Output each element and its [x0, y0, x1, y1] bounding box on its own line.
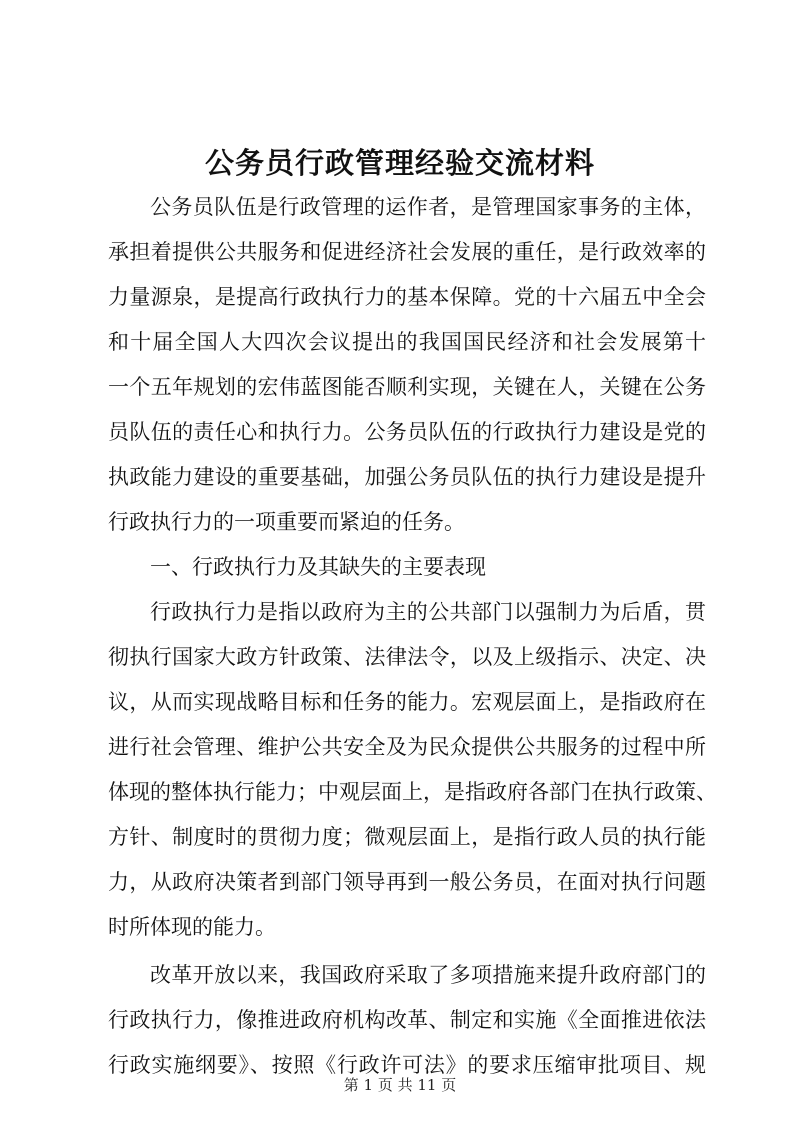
paragraph-line: 方针、制度时的贯彻力度；微观层面上，是指行政人员的执行能	[108, 825, 706, 849]
section-heading-text: 一、行政执行力及其缺失的主要表现	[150, 555, 486, 579]
paragraph-line: 和十届全国人大四次会议提出的我国国民经济和社会发展第十	[108, 330, 706, 354]
paragraph-line: 行政执行力，像推进政府机构改革、制定和实施《全面推进依法	[108, 1008, 706, 1032]
paragraph-line: 改革开放以来，我国政府采取了多项措施来提升政府部门的	[150, 963, 706, 987]
paragraph-line: 承担着提供公共服务和促进经济社会发展的重任，是行政效率的	[108, 240, 706, 264]
paragraph-line: 时所体现的能力。	[108, 915, 276, 939]
document-title: 公务员行政管理经验交流材料	[204, 146, 595, 180]
paragraph-line: 行政实施纲要》、按照《行政许可法》的要求压缩审批项目、规	[108, 1053, 706, 1077]
paragraph-line: 公务员队伍是行政管理的运作者，是管理国家事务的主体，	[150, 195, 706, 219]
paragraph-line: 员队伍的责任心和执行力。公务员队伍的行政执行力建设是党的	[108, 420, 706, 444]
paragraph	[108, 590, 717, 950]
paragraph-line: 议，从而实现战略目标和任务的能力。宏观层面上，是指政府在	[108, 690, 706, 714]
paragraph-line: 一个五年规划的宏伟蓝图能否顺利实现，关键在人，关键在公务	[108, 375, 706, 399]
paragraph-line: 行政执行力的一项重要而紧迫的任务。	[108, 510, 465, 534]
paragraph	[108, 185, 706, 545]
paragraph-line: 进行社会管理、维护公共安全及为民众提供公共服务的过程中所	[108, 735, 706, 759]
paragraph-line: 力量源泉，是提高行政执行力的基本保障。党的十六届五中全会	[108, 285, 706, 309]
page-footer: 第 1 页 共 11 页	[343, 1076, 457, 1094]
paragraph-line: 行政执行力是指以政府为主的公共部门以强制力为后盾，贯	[150, 600, 706, 624]
paragraph-line: 执政能力建设的重要基础，加强公务员队伍的执行力建设是提升	[108, 465, 706, 489]
paragraph	[108, 953, 706, 1088]
section-heading	[108, 545, 706, 590]
document-body	[108, 185, 717, 1088]
paragraph-line: 体现的整体执行能力；中观层面上，是指政府各部门在执行政策、	[108, 780, 717, 804]
paragraph-line: 彻执行国家大政方针政策、法律法令，以及上级指示、决定、决	[108, 645, 706, 669]
paragraph-line: 力，从政府决策者到部门领导再到一般公务员，在面对执行问题	[108, 870, 706, 894]
